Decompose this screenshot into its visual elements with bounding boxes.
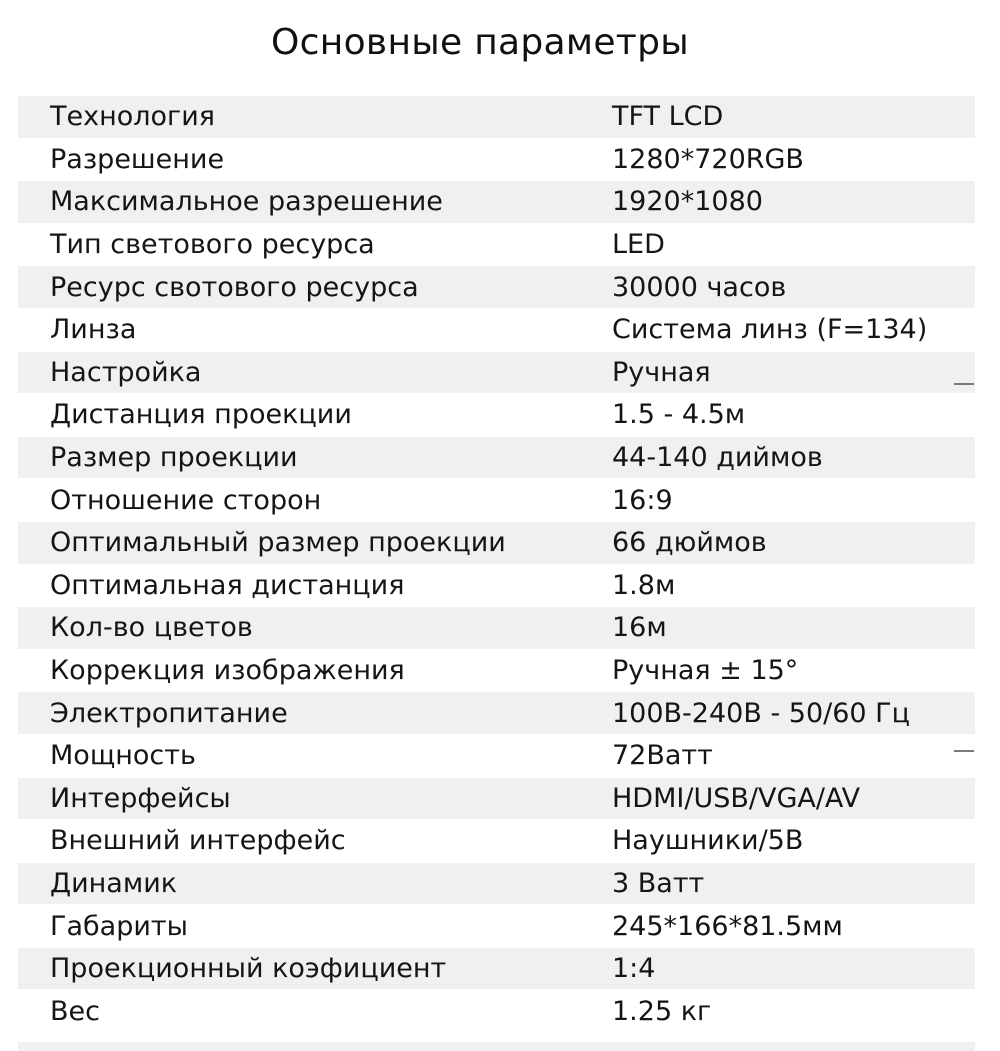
param-value: Система линз (F=134) bbox=[612, 314, 928, 346]
param-value: Ручная bbox=[612, 356, 711, 388]
table-row bbox=[18, 479, 975, 522]
table-row bbox=[18, 650, 975, 693]
table-row bbox=[18, 778, 975, 821]
table-row bbox=[18, 607, 975, 650]
table-row bbox=[18, 905, 975, 948]
param-value: 1.5 - 4.5м bbox=[612, 399, 746, 431]
param-value: 1280*720RGB bbox=[612, 143, 804, 175]
param-value: 100В-240В - 50/60 Гц bbox=[612, 697, 911, 729]
param-name: Дистанция проекции bbox=[50, 399, 352, 431]
page-title: Основные параметры bbox=[271, 22, 689, 63]
table-row bbox=[18, 565, 975, 608]
param-value: 1:4 bbox=[612, 953, 656, 985]
table-row bbox=[18, 522, 975, 565]
table-row bbox=[18, 437, 975, 480]
table-row bbox=[18, 139, 975, 182]
param-value: 72Ватт bbox=[612, 740, 713, 772]
param-value: 44-140 диймов bbox=[612, 442, 823, 474]
table-row bbox=[18, 181, 975, 224]
table-row bbox=[18, 820, 975, 863]
param-value: 1.25 кг bbox=[612, 995, 712, 1027]
param-value: Наушники/5В bbox=[612, 825, 804, 857]
param-name: Разрешение bbox=[50, 143, 225, 175]
table-row bbox=[18, 990, 975, 1033]
table-bottom-bar bbox=[18, 1042, 975, 1051]
param-name: Габариты bbox=[50, 910, 188, 942]
table-row bbox=[18, 692, 975, 735]
spec-table bbox=[18, 96, 975, 1033]
table-row bbox=[18, 309, 975, 352]
param-name: Кол-во цветов bbox=[50, 612, 253, 644]
param-name: Электропитание bbox=[50, 697, 288, 729]
param-name: Отношение сторон bbox=[50, 484, 322, 516]
param-name: Размер проекции bbox=[50, 442, 298, 474]
param-name: Ресурс свотового ресурса bbox=[50, 271, 419, 303]
param-name: Внешний интерфейс bbox=[50, 825, 346, 857]
param-name: Коррекция изображения bbox=[50, 655, 405, 687]
param-name: Технология bbox=[50, 101, 216, 133]
param-value: Ручная ± 15° bbox=[612, 655, 799, 687]
table-row bbox=[18, 266, 975, 309]
param-name: Интерфейсы bbox=[50, 782, 231, 814]
param-value: 245*166*81.5мм bbox=[612, 910, 843, 942]
param-name: Максимальное разрешение bbox=[50, 186, 443, 218]
param-value: 1.8м bbox=[612, 569, 676, 601]
table-row bbox=[18, 863, 975, 906]
param-name: Мощность bbox=[50, 740, 196, 772]
param-value: 1920*1080 bbox=[612, 186, 763, 218]
param-value: 16:9 bbox=[612, 484, 673, 516]
table-row bbox=[18, 394, 975, 437]
param-value: 66 дюймов bbox=[612, 527, 767, 559]
param-value: HDMI/USB/VGA/AV bbox=[612, 782, 861, 814]
divider-mark bbox=[954, 383, 974, 385]
param-name: Тип светового ресурса bbox=[50, 229, 375, 261]
table-row bbox=[18, 352, 975, 395]
param-name: Динамик bbox=[50, 867, 178, 899]
table-row bbox=[18, 735, 975, 778]
param-name: Оптимальный размер проекции bbox=[50, 527, 506, 559]
param-name: Настройка bbox=[50, 356, 202, 388]
param-value: 30000 часов bbox=[612, 271, 787, 303]
divider-mark bbox=[954, 750, 974, 752]
param-name: Вес bbox=[50, 995, 100, 1027]
table-row bbox=[18, 224, 975, 267]
param-name: Линза bbox=[50, 314, 137, 346]
param-value: LED bbox=[612, 229, 665, 261]
param-value: 3 Ватт bbox=[612, 867, 705, 899]
table-row bbox=[18, 96, 975, 139]
param-name: Оптимальная дистанция bbox=[50, 569, 405, 601]
param-value: 16м bbox=[612, 612, 667, 644]
param-name: Проекционный коэфициент bbox=[50, 953, 447, 985]
table-row bbox=[18, 948, 975, 991]
param-value: TFT LCD bbox=[612, 101, 724, 133]
